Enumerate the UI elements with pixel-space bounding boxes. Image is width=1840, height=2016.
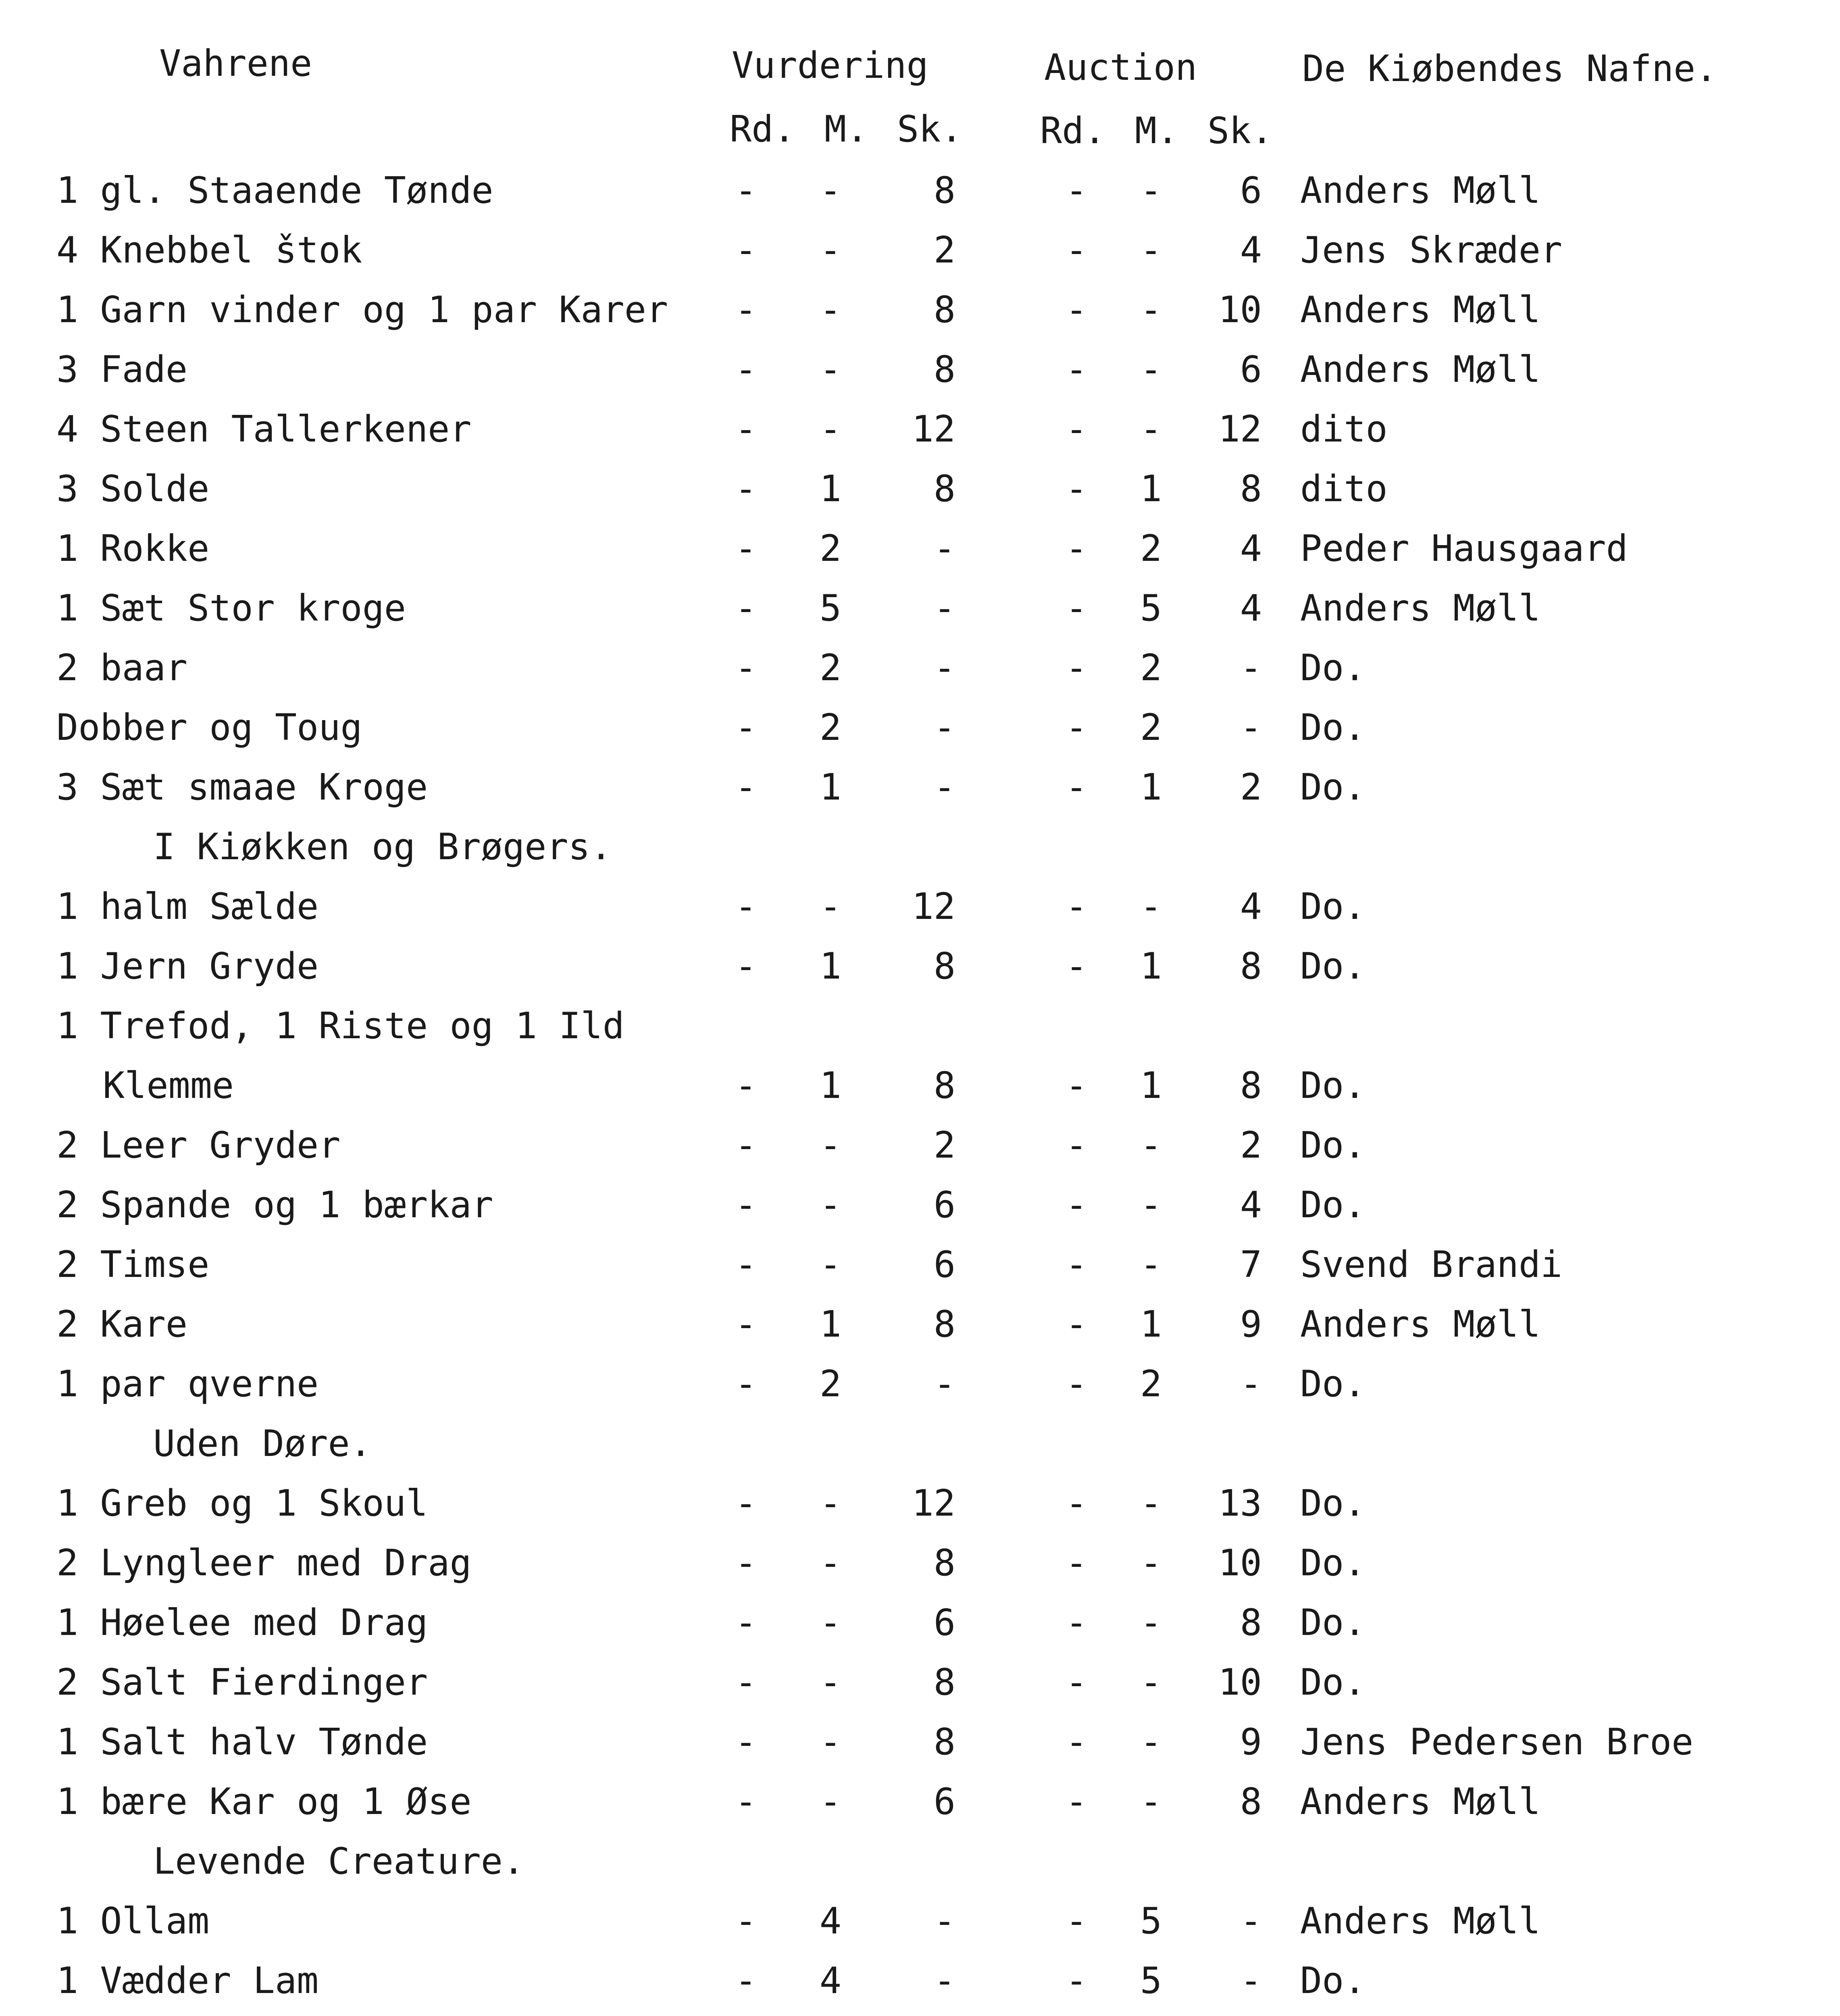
- auction-rd: -: [1065, 1064, 1088, 1107]
- valuation-m: -: [819, 1243, 842, 1286]
- auction-m: 1: [1140, 766, 1162, 808]
- item-description: 1 bære Kar og 1 Øse: [56, 1781, 472, 1823]
- auction-m: -: [1140, 1781, 1162, 1823]
- auction-m: -: [1140, 1482, 1162, 1524]
- valuation-sk: -: [933, 1900, 955, 1942]
- auction-sk: -: [1240, 1960, 1262, 2002]
- buyer-name: Peder Hausgaard: [1300, 527, 1628, 570]
- valuation-rd: -: [735, 1303, 757, 1345]
- item-description: 1 Jern Gryde: [56, 945, 319, 987]
- auction-rd: -: [1065, 1363, 1088, 1405]
- auction-sk: 8: [1240, 945, 1262, 987]
- valuation-rd: -: [735, 945, 757, 987]
- auction-rd: -: [1065, 1900, 1088, 1942]
- valuation-m: 2: [819, 706, 842, 749]
- table-row: [0, 1064, 1840, 1124]
- buyer-name: Do.: [1300, 885, 1366, 928]
- auction-m: -: [1140, 348, 1162, 391]
- item-description: 1 Ollam: [56, 1900, 210, 1942]
- valuation-rd: -: [735, 408, 757, 450]
- auction-rd: -: [1065, 348, 1088, 391]
- auction-rd: -: [1065, 1602, 1088, 1644]
- valuation-sk: 2: [933, 1124, 955, 1166]
- auction-unit-sk: Sk.: [1207, 110, 1273, 152]
- auction-sk: 8: [1240, 468, 1262, 510]
- auction-m: 5: [1140, 1900, 1162, 1942]
- auction-rd: -: [1065, 1243, 1088, 1286]
- auction-m: -: [1140, 1243, 1162, 1286]
- auction-sk: -: [1240, 1900, 1262, 1942]
- table-row: [0, 1960, 1840, 2016]
- buyer-name: Anders Møll: [1300, 169, 1541, 212]
- header-valuation: Vurdering: [732, 44, 928, 87]
- auction-m: -: [1140, 1721, 1162, 1763]
- valuation-m: 2: [819, 647, 842, 689]
- item-description: 2 Kare: [56, 1303, 188, 1345]
- valuation-sk: -: [933, 647, 955, 689]
- valuation-sk: 6: [933, 1184, 955, 1226]
- valuation-sk: 8: [933, 1542, 955, 1584]
- auction-rd: -: [1065, 587, 1088, 629]
- auction-rd: -: [1065, 229, 1088, 271]
- valuation-rd: -: [735, 1184, 757, 1226]
- table-row: [0, 1721, 1840, 1781]
- valuation-sk: 8: [933, 1064, 955, 1107]
- valuation-m: -: [819, 1781, 842, 1823]
- valuation-m: 1: [819, 945, 842, 987]
- section-heading: [0, 1840, 1840, 1900]
- table-row: [0, 169, 1840, 229]
- valuation-rd: -: [735, 1064, 757, 1107]
- table-row: [0, 1005, 1840, 1064]
- auction-rd: -: [1065, 945, 1088, 987]
- auction-rd: -: [1065, 408, 1088, 450]
- auction-sk: 10: [1218, 1542, 1262, 1584]
- item-description: 1 gl. Staaende Tønde: [56, 169, 493, 212]
- valuation-sk: -: [933, 1363, 955, 1405]
- auction-m: 5: [1140, 1960, 1162, 2002]
- buyer-name: Do.: [1300, 1661, 1366, 1704]
- valuation-unit-sk: Sk.: [897, 108, 963, 150]
- valuation-rd: -: [735, 1482, 757, 1524]
- valuation-m: -: [819, 408, 842, 450]
- buyer-name: Anders Møll: [1300, 1781, 1541, 1823]
- auction-rd: -: [1065, 766, 1088, 808]
- valuation-sk: 8: [933, 169, 955, 212]
- table-row: [0, 1661, 1840, 1721]
- auction-rd: -: [1065, 1960, 1088, 2002]
- item-description: 1 halm Sælde: [56, 885, 319, 928]
- auction-m: -: [1140, 169, 1162, 212]
- item-description: 1 Vædder Lam: [56, 1960, 319, 2002]
- valuation-m: -: [819, 1482, 842, 1524]
- valuation-m: 1: [819, 766, 842, 808]
- table-row: [0, 1542, 1840, 1602]
- auction-rd: -: [1065, 706, 1088, 749]
- auction-sk: -: [1240, 1363, 1262, 1405]
- valuation-sk: 8: [933, 348, 955, 391]
- valuation-sk: 8: [933, 1303, 955, 1345]
- table-row: [0, 468, 1840, 527]
- valuation-m: -: [819, 1661, 842, 1704]
- buyer-name: Do.: [1300, 1602, 1366, 1644]
- valuation-m: 1: [819, 468, 842, 510]
- auction-sk: 2: [1240, 1124, 1262, 1166]
- table-row: [0, 1243, 1840, 1303]
- auction-sk: 4: [1240, 1184, 1262, 1226]
- item-description: 1 Trefod, 1 Riste og 1 Ild: [56, 1005, 624, 1047]
- auction-m: 1: [1140, 945, 1162, 987]
- item-description: 2 Timse: [56, 1243, 210, 1286]
- valuation-sk: -: [933, 1960, 955, 2002]
- section-title: Uden Døre.: [153, 1422, 372, 1465]
- section-heading: [0, 826, 1840, 885]
- section-heading: [0, 1422, 1840, 1482]
- auction-unit-m: M.: [1135, 110, 1179, 152]
- auction-sk: 4: [1240, 527, 1262, 570]
- valuation-rd: -: [735, 1602, 757, 1644]
- header-buyers: De Kiøbendes Nafne.: [1302, 48, 1717, 90]
- valuation-sk: 8: [933, 289, 955, 331]
- valuation-sk: 8: [933, 1721, 955, 1763]
- section-title: I Kiøkken og Brøgers.: [153, 826, 612, 868]
- buyer-name: Svend Brandi: [1300, 1243, 1563, 1286]
- valuation-sk: 6: [933, 1602, 955, 1644]
- table-row: [0, 1482, 1840, 1542]
- item-description: 2 Leer Gryder: [56, 1124, 341, 1166]
- item-description: 3 Solde: [56, 468, 210, 510]
- auction-rd: -: [1065, 1184, 1088, 1226]
- auction-m: 2: [1140, 706, 1162, 749]
- auction-m: -: [1140, 229, 1162, 271]
- valuation-unit-rd: Rd.: [730, 108, 795, 150]
- auction-sk: -: [1240, 647, 1262, 689]
- valuation-rd: -: [735, 1542, 757, 1584]
- table-row: [0, 289, 1840, 348]
- valuation-rd: -: [735, 1661, 757, 1704]
- buyer-name: Do.: [1300, 1960, 1366, 2002]
- valuation-rd: -: [735, 1243, 757, 1286]
- buyer-name: Anders Møll: [1300, 1303, 1541, 1345]
- valuation-sk: 12: [912, 1482, 955, 1524]
- item-description: 3 Fade: [56, 348, 188, 391]
- buyer-name: Do.: [1300, 766, 1366, 808]
- valuation-rd: -: [735, 289, 757, 331]
- auction-rd: -: [1065, 1542, 1088, 1584]
- valuation-sk: -: [933, 706, 955, 749]
- valuation-m: -: [819, 1542, 842, 1584]
- valuation-rd: -: [735, 1960, 757, 2002]
- valuation-rd: -: [735, 468, 757, 510]
- auction-m: 2: [1140, 647, 1162, 689]
- table-row: [0, 348, 1840, 408]
- valuation-m: 2: [819, 1363, 842, 1405]
- valuation-sk: -: [933, 587, 955, 629]
- auction-rd: -: [1065, 647, 1088, 689]
- auction-m: -: [1140, 1184, 1162, 1226]
- item-description: 1 Salt halv Tønde: [56, 1721, 428, 1763]
- buyer-name: Anders Møll: [1300, 587, 1541, 629]
- valuation-m: -: [819, 1721, 842, 1763]
- buyer-name: dito: [1300, 408, 1388, 450]
- header-goods: Vahrene: [159, 42, 312, 85]
- item-description: 2 Spande og 1 bærkar: [56, 1184, 493, 1226]
- valuation-m: -: [819, 289, 842, 331]
- table-row: [0, 1363, 1840, 1422]
- auction-m: -: [1140, 1124, 1162, 1166]
- table-row: [0, 885, 1840, 945]
- auction-sk: 9: [1240, 1721, 1262, 1763]
- auction-m: 2: [1140, 1363, 1162, 1405]
- valuation-sk: 6: [933, 1781, 955, 1823]
- buyer-name: Do.: [1300, 706, 1366, 749]
- valuation-sk: 8: [933, 945, 955, 987]
- buyer-name: Do.: [1300, 1482, 1366, 1524]
- valuation-rd: -: [735, 1721, 757, 1763]
- item-description: 2 baar: [56, 647, 188, 689]
- table-row: [0, 1184, 1840, 1243]
- valuation-rd: -: [735, 169, 757, 212]
- auction-sk: 2: [1240, 766, 1262, 808]
- table-row: [0, 1602, 1840, 1661]
- valuation-sk: 8: [933, 1661, 955, 1704]
- auction-rd: -: [1065, 468, 1088, 510]
- buyer-name: Anders Møll: [1300, 289, 1541, 331]
- table-row: [0, 587, 1840, 647]
- item-description: 1 par qverne: [56, 1363, 319, 1405]
- auction-rd: -: [1065, 1482, 1088, 1524]
- auction-m: -: [1140, 1542, 1162, 1584]
- auction-rd: -: [1065, 1124, 1088, 1166]
- auction-sk: 6: [1240, 169, 1262, 212]
- buyer-name: Do.: [1300, 1124, 1366, 1166]
- valuation-rd: -: [735, 1124, 757, 1166]
- valuation-unit-m: M.: [824, 108, 868, 150]
- valuation-rd: -: [735, 527, 757, 570]
- valuation-sk: 12: [912, 885, 955, 928]
- table-row: [0, 527, 1840, 587]
- item-description: 1 Rokke: [56, 527, 210, 570]
- valuation-rd: -: [735, 766, 757, 808]
- table-row: [0, 1124, 1840, 1184]
- item-description: 4 Steen Tallerkener: [56, 408, 472, 450]
- table-row: [0, 706, 1840, 766]
- auction-sk: 6: [1240, 348, 1262, 391]
- item-description: 1 Sæt Stor kroge: [56, 587, 406, 629]
- buyer-name: Jens Pedersen Broe: [1300, 1721, 1694, 1763]
- table-row: [0, 1900, 1840, 1960]
- table-row: [0, 647, 1840, 706]
- valuation-m: 5: [819, 587, 842, 629]
- valuation-sk: 2: [933, 229, 955, 271]
- auction-m: 1: [1140, 1303, 1162, 1345]
- item-description: Dobber og Toug: [56, 706, 362, 749]
- buyer-name: dito: [1300, 468, 1388, 510]
- valuation-sk: 8: [933, 468, 955, 510]
- valuation-m: -: [819, 1602, 842, 1644]
- auction-sk: 8: [1240, 1602, 1262, 1644]
- valuation-m: 1: [819, 1303, 842, 1345]
- auction-m: -: [1140, 408, 1162, 450]
- item-description: Klemme: [103, 1064, 234, 1107]
- auction-m: 5: [1140, 587, 1162, 629]
- auction-sk: 4: [1240, 229, 1262, 271]
- item-description: 4 Knebbel štok: [56, 229, 362, 271]
- item-description: 1 Greb og 1 Skoul: [56, 1482, 428, 1524]
- valuation-m: 4: [819, 1900, 842, 1942]
- auction-sk: -: [1240, 706, 1262, 749]
- auction-rd: -: [1065, 1781, 1088, 1823]
- buyer-name: Do.: [1300, 1542, 1366, 1584]
- item-description: 2 Salt Fierdinger: [56, 1661, 428, 1704]
- table-row: [0, 1781, 1840, 1840]
- auction-rd: -: [1065, 1721, 1088, 1763]
- valuation-rd: -: [735, 1781, 757, 1823]
- valuation-m: -: [819, 885, 842, 928]
- valuation-m: -: [819, 229, 842, 271]
- buyer-name: Do.: [1300, 1064, 1366, 1107]
- valuation-rd: -: [735, 229, 757, 271]
- table-row: [0, 408, 1840, 468]
- auction-sk: 10: [1218, 1661, 1262, 1704]
- valuation-m: -: [819, 1184, 842, 1226]
- valuation-m: 1: [819, 1064, 842, 1107]
- auction-sk: 8: [1240, 1064, 1262, 1107]
- auction-rd: -: [1065, 1661, 1088, 1704]
- auction-sk: 4: [1240, 885, 1262, 928]
- section-title: Levende Creature.: [153, 1840, 525, 1883]
- auction-m: 2: [1140, 527, 1162, 570]
- auction-sk: 10: [1218, 289, 1262, 331]
- valuation-rd: -: [735, 706, 757, 749]
- table-row: [0, 766, 1840, 826]
- auction-sk: 12: [1218, 408, 1262, 450]
- auction-rd: -: [1065, 1303, 1088, 1345]
- auction-m: -: [1140, 885, 1162, 928]
- valuation-m: -: [819, 169, 842, 212]
- buyer-name: Do.: [1300, 945, 1366, 987]
- valuation-m: -: [819, 1124, 842, 1166]
- auction-sk: 4: [1240, 587, 1262, 629]
- buyer-name: Do.: [1300, 1363, 1366, 1405]
- item-description: 3 Sæt smaae Kroge: [56, 766, 428, 808]
- buyer-name: Anders Møll: [1300, 348, 1541, 391]
- valuation-rd: -: [735, 1900, 757, 1942]
- auction-m: -: [1140, 1661, 1162, 1704]
- auction-m: 1: [1140, 1064, 1162, 1107]
- auction-m: -: [1140, 289, 1162, 331]
- valuation-sk: -: [933, 527, 955, 570]
- auction-m: -: [1140, 1602, 1162, 1644]
- valuation-sk: 6: [933, 1243, 955, 1286]
- table-row: [0, 229, 1840, 289]
- auction-sk: 9: [1240, 1303, 1262, 1345]
- valuation-m: 2: [819, 527, 842, 570]
- valuation-rd: -: [735, 885, 757, 928]
- buyer-name: Do.: [1300, 647, 1366, 689]
- table-row: [0, 1303, 1840, 1363]
- valuation-m: -: [819, 348, 842, 391]
- auction-sk: 13: [1218, 1482, 1262, 1524]
- item-description: 2 Lyngleer med Drag: [56, 1542, 472, 1584]
- valuation-sk: -: [933, 766, 955, 808]
- valuation-rd: -: [735, 587, 757, 629]
- header-auction: Auction: [1044, 46, 1197, 89]
- valuation-sk: 12: [912, 408, 955, 450]
- buyer-name: Jens Skræder: [1300, 229, 1563, 271]
- auction-unit-rd: Rd.: [1040, 110, 1106, 152]
- valuation-m: 4: [819, 1960, 842, 2002]
- auction-m: 1: [1140, 468, 1162, 510]
- item-description: 1 Høelee med Drag: [56, 1602, 428, 1644]
- valuation-rd: -: [735, 1363, 757, 1405]
- buyer-name: Do.: [1300, 1184, 1366, 1226]
- buyer-name: Anders Møll: [1300, 1900, 1541, 1942]
- auction-sk: 8: [1240, 1781, 1262, 1823]
- table-row: [0, 945, 1840, 1005]
- auction-sk: 7: [1240, 1243, 1262, 1286]
- auction-rd: -: [1065, 289, 1088, 331]
- valuation-rd: -: [735, 348, 757, 391]
- auction-rd: -: [1065, 885, 1088, 928]
- valuation-rd: -: [735, 647, 757, 689]
- item-description: 1 Garn vinder og 1 par Karer: [56, 289, 668, 331]
- auction-rd: -: [1065, 169, 1088, 212]
- auction-rd: -: [1065, 527, 1088, 570]
